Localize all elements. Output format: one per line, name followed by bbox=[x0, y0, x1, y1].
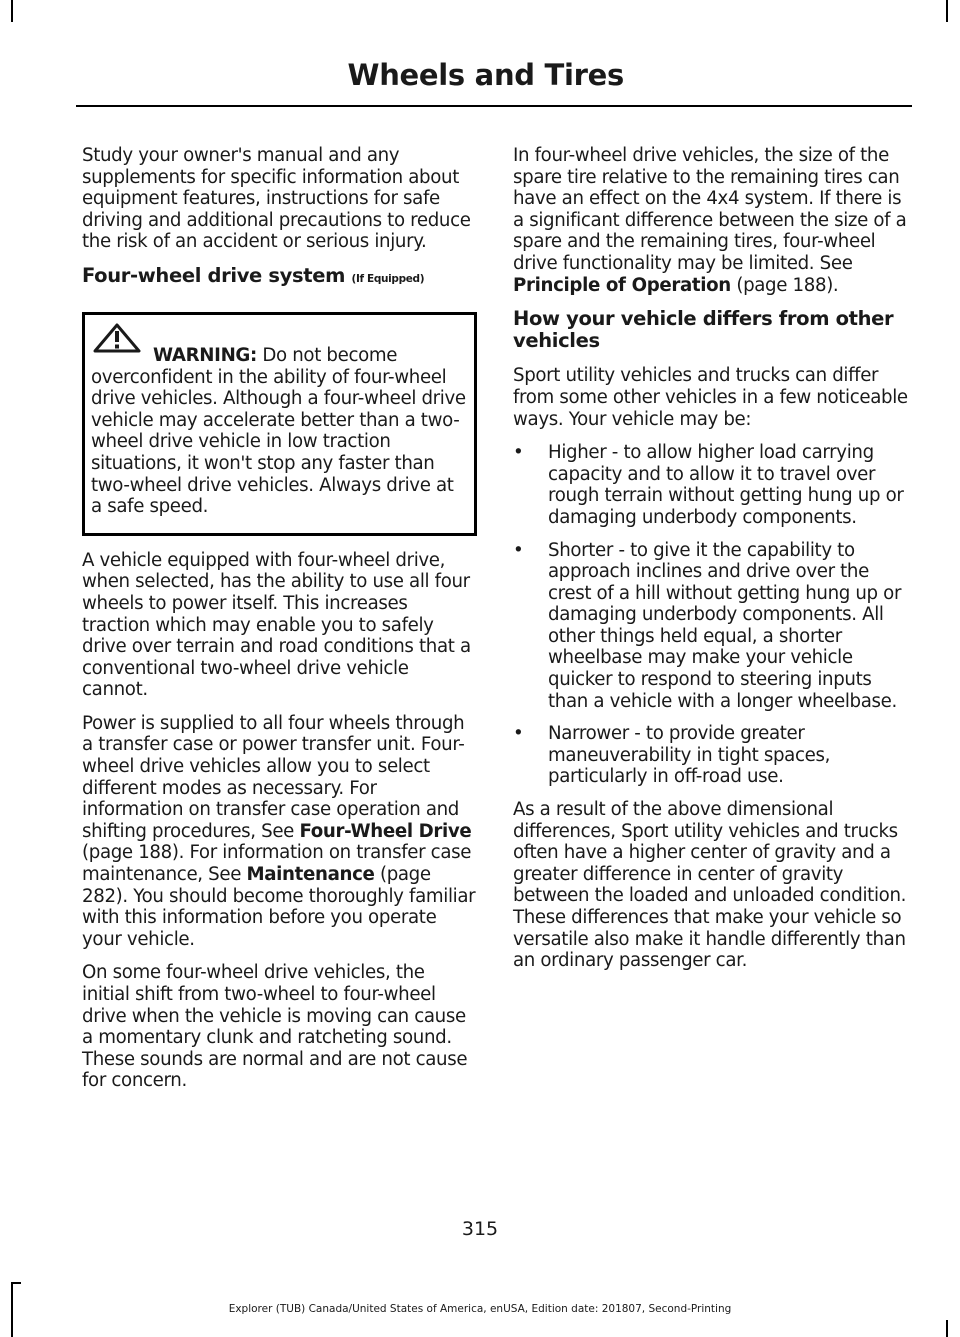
warning-label: WARNING: bbox=[153, 344, 257, 366]
page-number: 315 bbox=[461, 1218, 499, 1240]
edition-footer: Explorer (TUB) Canada/United States of America, enUSA, Edition date: 201807, Second-Printing bbox=[228, 1303, 732, 1315]
crop-mark-bottom-left-h bbox=[11, 1282, 21, 1284]
power-text-c: (page 282). You should become thoroughly familiar with this information before you operate your vehicle. bbox=[82, 864, 476, 950]
section-qualifier: (If Equipped) bbox=[351, 272, 425, 285]
four-wheel-drive-paragraph: A vehicle equipped with four-wheel drive, when selected, has the ability to use all four wheels to power itself. This increases traction which may enable you to safely drive over terrain and road conditions that a conventional two-wheel drive vehicle cannot. bbox=[82, 549, 471, 701]
crop-mark-top-left-v bbox=[11, 0, 13, 22]
four-wheel-drive-link[interactable]: Four-Wheel Drive bbox=[299, 820, 472, 842]
center-of-gravity-paragraph: As a result of the above dimensional differences, Sport utility vehicles and trucks often have a higher center of gravity and a greater difference in center of gravity between the loaded and unloaded condition. These differences that make your vehicle so versatile also make it handle differently than an ordinary passenger car. bbox=[513, 799, 907, 972]
section-heading bbox=[82, 265, 477, 290]
power-supply-paragraph bbox=[82, 713, 477, 951]
maintenance-link[interactable]: Maintenance bbox=[246, 864, 375, 886]
right-column bbox=[513, 145, 911, 984]
crop-mark-bottom-right-v bbox=[946, 1320, 948, 1337]
warning-triangle-icon bbox=[92, 323, 142, 353]
section-heading-text: Four-wheel drive system bbox=[82, 263, 346, 287]
header-rule bbox=[76, 105, 912, 107]
spare-text-b: (page 188). bbox=[730, 274, 839, 296]
intro-paragraph: Study your owner's manual and any supplements for specific information about equipment features, instructions for safe driving and additional precautions to reduce the risk of an accident or serious injury. bbox=[82, 145, 471, 253]
power-text-a: Power is supplied to all four wheels through a transfer case or power transfer unit. Four-wheel drive vehicles allow you to select different modes as necessary. For information on transfer case operation and shifting procedures, See bbox=[82, 712, 465, 842]
differs-intro-paragraph: Sport utility vehicles and trucks can differ from some other vehicles in a few noticeable ways. Your vehicle may be: bbox=[513, 365, 908, 430]
differs-heading: How your vehicle differs from other vehicles bbox=[513, 307, 894, 352]
spare-tire-paragraph bbox=[513, 145, 911, 296]
warning-text bbox=[91, 345, 468, 518]
crop-mark-top-right-v bbox=[946, 0, 948, 22]
principle-of-operation-link[interactable]: Principle of Operation bbox=[513, 274, 731, 296]
differences-list bbox=[513, 442, 911, 788]
list-item: • Shorter - to give it the capability to approach inclines and drive over the crest of a hill without getting hung up or damaging underbody components. All other things held equal, a shorter wheelbase may make your vehicle quicker to respond to steering inputs than a vehicle with a longer wheelbase. bbox=[513, 540, 911, 713]
power-text-b: (page 188). For information on transfer case maintenance, See bbox=[82, 842, 472, 886]
page-title: Wheels and Tires bbox=[347, 58, 624, 92]
list-item: • Narrower - to provide greater maneuverability in tight spaces, particularly in off-road use. bbox=[513, 723, 911, 788]
warning-box bbox=[82, 312, 477, 536]
warning-body: Do not become overconfident in the ability of four-wheel drive vehicles. Although a four-wheel drive vehicle may accelerate better than a two-wheel drive vehicle in low traction situations, it won't stop any faster than two-wheel drive vehicles. Always drive at a safe speed. bbox=[91, 344, 466, 518]
spare-text-a: In four-wheel drive vehicles, the size of the spare tire relative to the remaining tires can have an effect on the 4x4 system. If there is a significant difference between the size of a spare and the remaining tires, four-wheel drive functionality may be limited. See bbox=[513, 145, 907, 274]
left-column bbox=[82, 145, 477, 1104]
initial-shift-paragraph: On some four-wheel drive vehicles, the initial shift from two-wheel to four-wheel drive when the vehicle is moving can cause a momentary clunk and ratcheting sound. These sounds are normal and are not cause for concern. bbox=[82, 962, 468, 1092]
list-item: • Higher - to allow higher load carrying capacity and to allow it to travel over rough terrain without getting hung up or damaging underbody components. bbox=[513, 442, 911, 528]
